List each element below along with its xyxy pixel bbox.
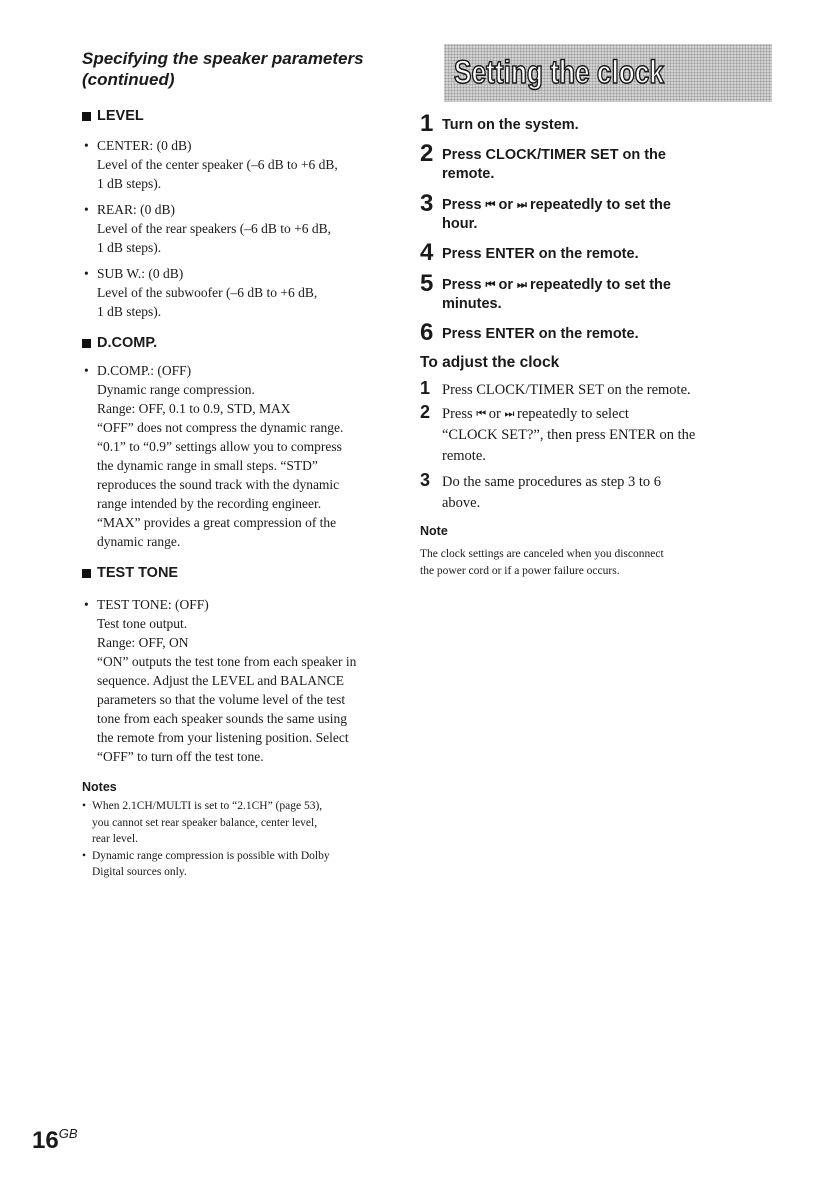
- step-text: above.: [442, 495, 481, 511]
- step-text: or: [485, 406, 505, 422]
- step-number: 1: [420, 110, 434, 137]
- note-item-2: [82, 848, 412, 881]
- list-item-line: Level of the center speaker (–6 dB to +6 dB,: [97, 157, 338, 172]
- section-title-line2: (continued): [82, 70, 175, 89]
- step-text: Press: [442, 406, 477, 422]
- step-text: minutes.: [442, 296, 502, 312]
- note-line: rear level.: [92, 833, 138, 845]
- step-number: 2: [420, 402, 431, 422]
- note-body: [420, 546, 760, 579]
- note-heading: Note: [420, 524, 448, 538]
- step-text: Turn on the system.: [442, 117, 579, 133]
- bullet-dot-icon: •: [84, 266, 89, 281]
- list-item-line: 1 dB steps).: [97, 176, 162, 191]
- list-item-line: “OFF” does not compress the dynamic range.: [97, 420, 344, 435]
- page-number: [32, 1120, 78, 1155]
- bullet-dot-icon: •: [82, 800, 87, 812]
- note-line: Digital sources only.: [92, 866, 187, 878]
- adjust-step-2: [420, 404, 772, 467]
- dcomp-heading-text: D.COMP.: [97, 335, 158, 351]
- step-number: 1: [420, 378, 431, 398]
- step-text: Press CLOCK/TIMER SET on the: [442, 147, 666, 163]
- skip-next-icon: ⏭: [517, 279, 526, 291]
- note-line: When 2.1CH/MULTI is set to “2.1CH” (page 53),: [92, 800, 323, 812]
- note-line: The clock settings are canceled when you disconnect: [420, 548, 664, 560]
- bullet-dot-icon: •: [82, 849, 87, 862]
- step-text: Press: [442, 277, 486, 293]
- step-2: [420, 140, 772, 184]
- level-subw-item: [82, 264, 412, 321]
- black-square-icon: [82, 112, 91, 121]
- step-text: Press ENTER on the remote.: [442, 246, 639, 262]
- page-number-value: 16: [32, 1127, 59, 1154]
- step-number: 3: [420, 470, 431, 490]
- level-center-item: [82, 136, 412, 193]
- black-square-icon: [82, 569, 91, 578]
- step-5: [420, 270, 772, 314]
- bullet-dot-icon: •: [84, 138, 89, 153]
- list-item-line: the dynamic range in small steps. “STD”: [97, 458, 318, 473]
- level-rear-item: [82, 200, 412, 257]
- list-item-line: dynamic range.: [97, 534, 181, 549]
- step-text: repeatedly to select: [513, 406, 629, 422]
- list-item-line: Level of the rear speakers (–6 dB to +6 dB,: [97, 221, 332, 236]
- list-item-line: 1 dB steps).: [97, 240, 162, 255]
- step-text: remote.: [442, 448, 486, 464]
- list-item-first: CENTER: (0 dB): [97, 138, 192, 153]
- testtone-heading-text: TEST TONE: [97, 565, 179, 581]
- list-item-line: Range: OFF, ON: [97, 635, 189, 650]
- note-item-1: [82, 798, 412, 848]
- step-number: 6: [420, 319, 434, 346]
- step-number: 5: [420, 270, 434, 297]
- step-text: or: [494, 197, 518, 213]
- step-text: hour.: [442, 216, 478, 232]
- dcomp-heading: [82, 335, 412, 351]
- list-item-line: Test tone output.: [97, 616, 188, 631]
- section-title: [82, 48, 412, 90]
- list-item-first: D.COMP.: (OFF): [97, 363, 192, 378]
- left-column: [82, 48, 412, 881]
- notes-heading: Notes: [82, 780, 117, 794]
- adjust-step-1: [420, 380, 772, 401]
- level-heading-text: LEVEL: [97, 108, 144, 124]
- step-number: 4: [420, 239, 434, 266]
- step-text: “CLOCK SET?”, then press ENTER on the: [442, 427, 696, 443]
- step-number: 2: [420, 140, 434, 167]
- skip-next-icon: ⏭: [517, 199, 526, 211]
- step-text: remote.: [442, 166, 495, 182]
- skip-previous-icon: ⏮: [485, 199, 495, 211]
- bullet-dot-icon: •: [84, 202, 89, 217]
- bullet-dot-icon: •: [84, 597, 89, 612]
- skip-previous-icon: ⏮: [476, 408, 486, 420]
- list-item-line: Dynamic range compression.: [97, 382, 255, 397]
- list-item-line: sequence. Adjust the LEVEL and BALANCE: [97, 673, 344, 688]
- step-4: [420, 239, 772, 266]
- testtone-item: [82, 595, 412, 766]
- list-item-first: SUB W.: (0 dB): [97, 266, 184, 281]
- step-text: repeatedly to set the: [525, 197, 671, 213]
- dcomp-item: [82, 361, 412, 551]
- list-item-line: “MAX” provides a great compression of the: [97, 515, 337, 530]
- step-3: [420, 190, 772, 234]
- step-number: 3: [420, 190, 434, 217]
- section-title-line1: Specifying the speaker parameters: [82, 49, 364, 68]
- step-text: Do the same procedures as step 3 to 6: [442, 474, 662, 490]
- list-item-line: “0.1” to “0.9” settings allow you to compress: [97, 439, 342, 454]
- list-item-line: reproduces the sound track with the dynamic: [97, 477, 340, 492]
- list-item-line: parameters so that the volume level of the test: [97, 692, 346, 707]
- step-text: Press: [442, 197, 486, 213]
- step-6: [420, 319, 772, 346]
- level-heading: [82, 108, 412, 124]
- step-text: Press CLOCK/TIMER SET on the remote.: [442, 382, 691, 398]
- list-item-line: “ON” outputs the test tone from each speaker in: [97, 654, 357, 669]
- step-text: Press ENTER on the remote.: [442, 326, 639, 342]
- step-1: [420, 110, 772, 137]
- list-item-line: range intended by the recording engineer.: [97, 496, 322, 511]
- skip-previous-icon: ⏮: [485, 279, 495, 291]
- list-item-first: REAR: (0 dB): [97, 202, 176, 217]
- note-line: the power cord or if a power failure occurs.: [420, 564, 620, 577]
- list-item-line: Level of the subwoofer (–6 dB to +6 dB,: [97, 285, 318, 300]
- adjust-clock-heading: To adjust the clock: [420, 354, 560, 371]
- adjust-step-3: [420, 472, 772, 514]
- bullet-dot-icon: •: [84, 363, 89, 378]
- step-text: repeatedly to set the: [525, 277, 671, 293]
- page-title: Setting the clock: [454, 54, 664, 90]
- list-item-line: “OFF” to turn off the test tone.: [97, 749, 264, 764]
- note-line: you cannot set rear speaker balance, center level,: [92, 816, 318, 829]
- list-item-line: tone from each speaker sounds the same using: [97, 711, 348, 726]
- note-line: Dynamic range compression is possible with Dolby: [92, 849, 330, 862]
- list-item-first: TEST TONE: (OFF): [97, 597, 209, 612]
- page-region-suffix: GB: [58, 1126, 78, 1141]
- skip-next-icon: ⏭: [504, 408, 514, 420]
- testtone-heading: [82, 565, 412, 581]
- list-item-line: 1 dB steps).: [97, 304, 162, 319]
- list-item-line: Range: OFF, 0.1 to 0.9, STD, MAX: [97, 401, 291, 416]
- black-square-icon: [82, 339, 91, 348]
- step-text: or: [494, 277, 518, 293]
- list-item-line: the remote from your listening position. Select: [97, 730, 349, 745]
